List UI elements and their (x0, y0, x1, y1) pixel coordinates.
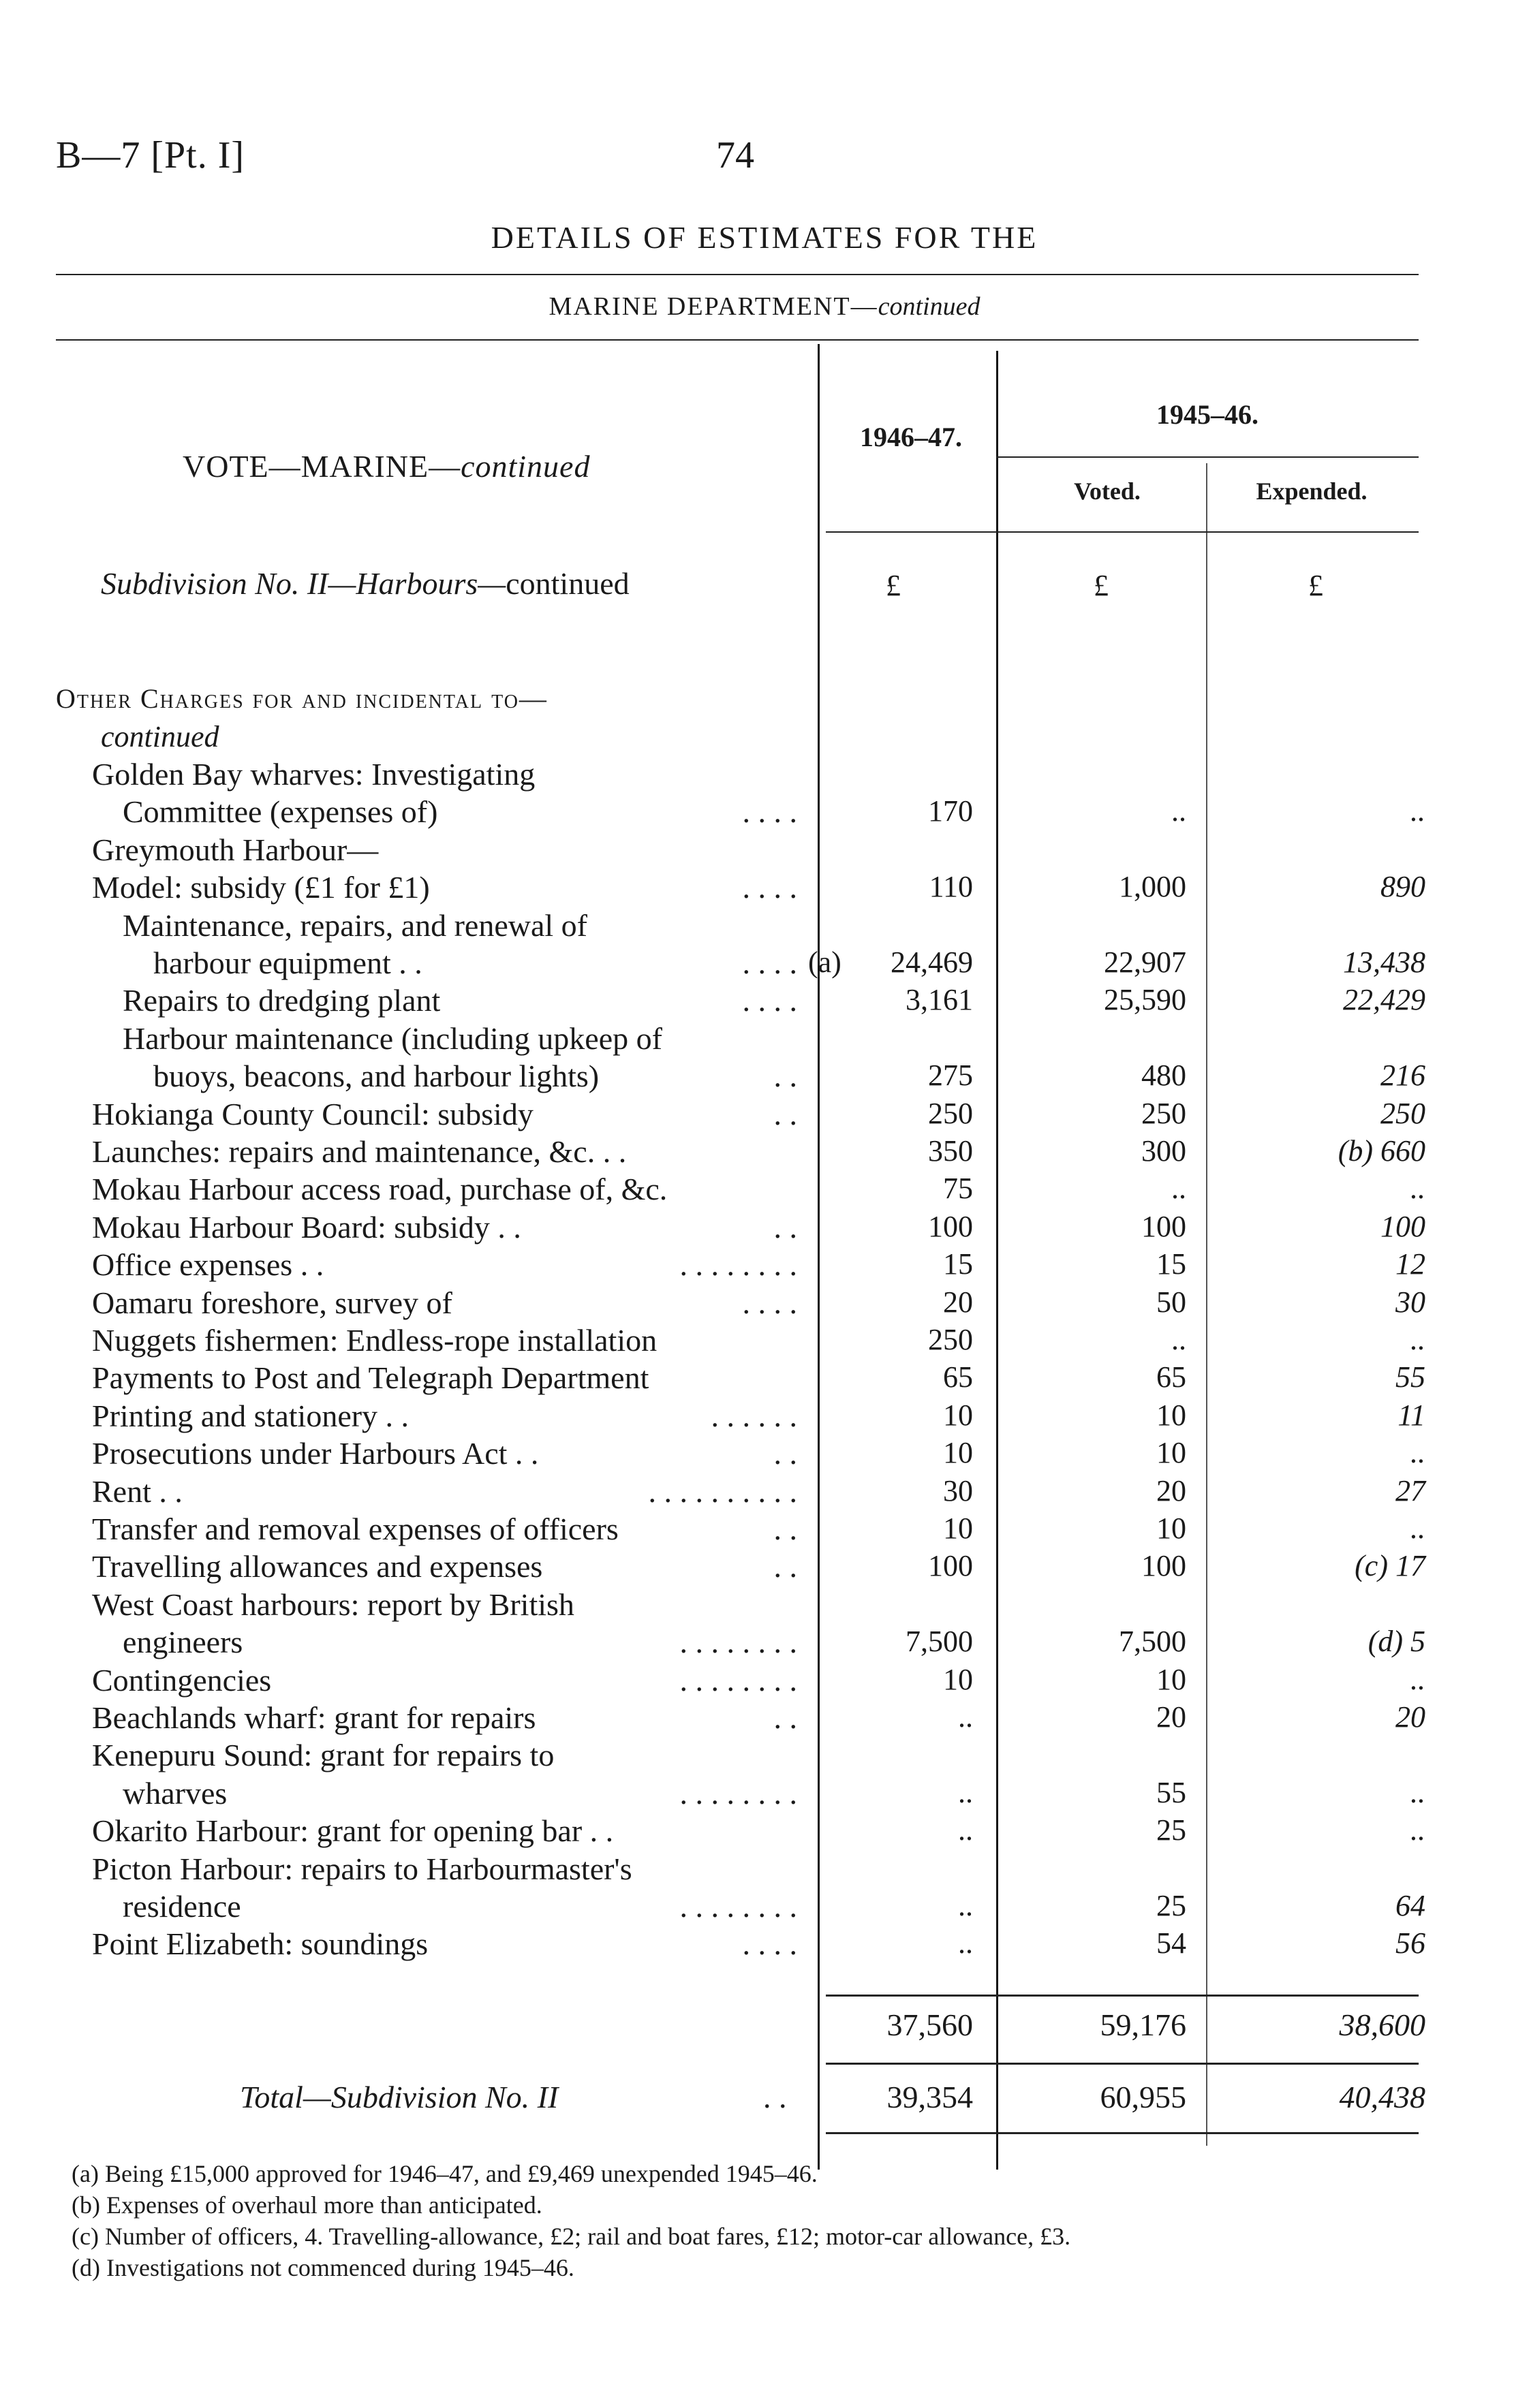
row-label: Contingencies (92, 1662, 272, 1698)
value-1946-47: 350 (928, 1134, 973, 1168)
total-1946-47: 39,354 (886, 2080, 973, 2114)
value-voted: .. (1171, 1172, 1186, 1206)
value-voted: 10 (1156, 1662, 1186, 1696)
value-1946-47: 75 (943, 1172, 973, 1206)
value-1946-47: .. (958, 1889, 973, 1922)
row-leader-dots: . . . . (742, 1285, 797, 1320)
value-expended: 56 (1395, 1926, 1425, 1960)
row-leader-dots: . . (773, 1436, 797, 1471)
section-continued: continued (101, 720, 219, 753)
value-expended: 22,429 (1343, 983, 1425, 1017)
value-1946-47: 250 (928, 1096, 973, 1130)
value-expended: .. (1410, 1436, 1425, 1470)
row-label: Oamaru foreshore, survey of (92, 1285, 452, 1320)
total-bottom-rule (826, 2132, 1419, 2134)
value-expended: .. (1410, 1662, 1425, 1696)
row-label: Point Elizabeth: soundings (92, 1926, 429, 1962)
value-1946-47: .. (958, 1813, 973, 1847)
column-header-1946-47: 1946–47. (860, 422, 962, 452)
total-leaders: . . (763, 2080, 787, 2114)
value-voted: 10 (1156, 1512, 1186, 1545)
currency-symbol-2: £ (1094, 569, 1109, 602)
value-voted: 25 (1156, 1813, 1186, 1847)
row-label: Hokianga County Council: subsidy (92, 1096, 534, 1131)
row-label: Harbour maintenance (including upkeep of (123, 1020, 662, 1056)
value-expended: .. (1410, 1323, 1425, 1356)
row-label: Repairs to dredging plant (123, 983, 441, 1018)
vote-heading: VOTE—MARINE—continued (183, 449, 591, 484)
value-voted: 20 (1156, 1473, 1186, 1507)
total-expended: 40,438 (1339, 2080, 1425, 2114)
row-leader-dots: . . . . (742, 1926, 797, 1962)
currency-symbol-3: £ (1308, 569, 1323, 602)
page-number: 74 (716, 134, 754, 176)
value-voted: 10 (1156, 1436, 1186, 1470)
value-1946-47: .. (958, 1775, 973, 1809)
value-1946-47: 3,161 (906, 983, 973, 1017)
value-expended: .. (1410, 1512, 1425, 1545)
subtotal-rule (826, 1995, 1419, 1997)
row-label: Launches: repairs and maintenance, &c. . . (92, 1134, 627, 1169)
subtitle-rule (56, 339, 1419, 341)
value-voted: 250 (1141, 1096, 1186, 1130)
value-voted: 20 (1156, 1700, 1186, 1734)
value-expended: .. (1410, 1172, 1425, 1206)
value-1946-47: .. (958, 1926, 973, 1960)
value-1946-47: 7,500 (906, 1625, 973, 1659)
value-expended: 11 (1397, 1398, 1425, 1432)
prev-year-rule (996, 456, 1419, 458)
row-leader-dots: . . . . (742, 983, 797, 1018)
value-1946-47: .. (958, 1700, 973, 1734)
value-voted: 100 (1141, 1209, 1186, 1243)
row-label: Mokau Harbour Board: subsidy . . (92, 1209, 521, 1245)
column-divider-1 (818, 344, 820, 2170)
value-1946-47: 10 (943, 1398, 973, 1432)
column-header-expended: Expended. (1256, 478, 1368, 505)
value-voted: .. (1171, 794, 1186, 828)
footnote-c: (c) Number of officers, 4. Travelling-allowance, £2; rail and boat fares, £12; motor-car allowance, £3. (72, 2223, 1071, 2250)
row-leader-dots: . . . . . . . . . . (648, 1473, 797, 1509)
value-expended: 55 (1395, 1360, 1425, 1394)
column-divider-2 (996, 351, 998, 2170)
row-label-continuation: wharves (123, 1775, 228, 1811)
value-expended: 890 (1380, 870, 1425, 904)
value-1946-47: 10 (943, 1512, 973, 1545)
value-expended: (c) 17 (1355, 1549, 1425, 1583)
value-voted: 480 (1141, 1059, 1186, 1093)
row-label: Printing and stationery . . (92, 1398, 410, 1433)
row-label: Office expenses . . (92, 1247, 324, 1283)
row-leader-dots: . . . . . . . . (679, 1247, 797, 1283)
value-1946-47: 10 (943, 1436, 973, 1470)
value-expended: 250 (1380, 1096, 1425, 1130)
row-label: Nuggets fishermen: Endless-rope installation (92, 1323, 658, 1358)
value-voted: 7,500 (1119, 1625, 1186, 1659)
column-header-1945-46: 1945–46. (1156, 399, 1258, 430)
subtotal-voted: 59,176 (1100, 2007, 1186, 2042)
row-leader-dots: . . (773, 1549, 797, 1584)
value-voted: 22,907 (1104, 945, 1186, 979)
row-label: Picton Harbour: repairs to Harbourmaster's (92, 1851, 632, 1886)
value-expended: 13,438 (1343, 945, 1425, 979)
value-1946-47: 275 (928, 1059, 973, 1093)
value-expended: .. (1410, 1775, 1425, 1809)
row-label-continuation: Committee (expenses of) (123, 794, 438, 830)
row-footnote-marker: (a) (808, 945, 841, 979)
row-leader-dots: . . . . . . . . (679, 1775, 797, 1811)
value-1946-47: 110 (929, 870, 973, 904)
total-rule (826, 2063, 1419, 2065)
value-1946-47: 170 (928, 794, 973, 828)
subtotal-expended: 38,600 (1339, 2007, 1425, 2042)
value-expended: 20 (1395, 1700, 1425, 1734)
row-label: Rent . . (92, 1473, 183, 1509)
value-1946-47: 250 (928, 1323, 973, 1356)
value-voted: 55 (1156, 1775, 1186, 1809)
value-expended: 100 (1380, 1209, 1425, 1243)
row-label-continuation: engineers (123, 1625, 243, 1660)
row-label: Prosecutions under Harbours Act . . (92, 1436, 539, 1471)
row-label: Golden Bay wharves: Investigating (92, 757, 536, 792)
value-expended: 12 (1395, 1247, 1425, 1281)
total-label: Total—Subdivision No. II (240, 2080, 559, 2114)
section-heading: Other Charges for and incidental to— (56, 683, 548, 714)
column-header-voted: Voted. (1074, 478, 1141, 505)
row-label: Model: subsidy (£1 for £1) (92, 870, 430, 905)
value-voted: 1,000 (1119, 870, 1186, 904)
value-1946-47: 10 (943, 1662, 973, 1696)
title-rule (56, 274, 1419, 275)
value-expended: 30 (1395, 1285, 1425, 1319)
column-divider-3 (1206, 463, 1207, 2146)
row-label: Maintenance, repairs, and renewal of (123, 907, 588, 943)
row-leader-dots: . . (773, 1059, 797, 1094)
department-subtitle: MARINE DEPARTMENT—continued (549, 292, 980, 321)
value-1946-47: 15 (943, 1247, 973, 1281)
row-label: Travelling allowances and expenses (92, 1549, 543, 1584)
value-voted: .. (1171, 1323, 1186, 1356)
value-expended: 216 (1380, 1059, 1425, 1093)
row-label-continuation: residence (123, 1889, 241, 1924)
row-label: West Coast harbours: report by British (92, 1586, 574, 1622)
value-voted: 300 (1141, 1134, 1186, 1168)
subtotal-1946-47: 37,560 (886, 2007, 973, 2042)
row-label: Mokau Harbour access road, purchase of, &c. (92, 1172, 668, 1207)
value-expended: .. (1410, 1813, 1425, 1847)
row-leader-dots: . . . . . . . . (679, 1625, 797, 1660)
value-expended: (d) 5 (1368, 1625, 1425, 1659)
value-voted: 65 (1156, 1360, 1186, 1394)
row-label-continuation: buoys, beacons, and harbour lights) (153, 1059, 600, 1094)
row-leader-dots: . . (773, 1096, 797, 1131)
document-code: B—7 [Pt. I] (56, 134, 245, 176)
currency-symbol-1: £ (886, 569, 901, 602)
value-voted: 100 (1141, 1549, 1186, 1583)
row-label: Greymouth Harbour— (92, 832, 379, 867)
page-title: DETAILS OF ESTIMATES FOR THE (491, 220, 1038, 255)
value-1946-47: 100 (928, 1549, 973, 1583)
total-voted: 60,955 (1100, 2080, 1186, 2114)
row-label: Beachlands wharf: grant for repairs (92, 1700, 536, 1735)
row-leader-dots: . . . . (742, 794, 797, 830)
row-label: Kenepuru Sound: grant for repairs to (92, 1738, 555, 1773)
value-voted: 15 (1156, 1247, 1186, 1281)
row-label-continuation: harbour equipment . . (153, 945, 422, 980)
value-voted: 25 (1156, 1889, 1186, 1922)
row-leader-dots: . . . . (742, 870, 797, 905)
footnote-d: (d) Investigations not commenced during 1945–46. (72, 2254, 574, 2281)
subdivision-heading: Subdivision No. II—Harbours—continued (101, 566, 630, 601)
row-leader-dots: . . . . . . . . (679, 1889, 797, 1924)
row-label: Transfer and removal expenses of officers (92, 1512, 619, 1546)
value-1946-47: 100 (928, 1209, 973, 1243)
value-1946-47: 30 (943, 1473, 973, 1507)
value-expended: .. (1410, 794, 1425, 828)
footnote-a: (a) Being £15,000 approved for 1946–47, and £9,469 unexpended 1945–46. (72, 2160, 818, 2187)
value-1946-47: 65 (943, 1360, 973, 1394)
row-label: Payments to Post and Telegraph Department (92, 1360, 649, 1396)
value-voted: 25,590 (1104, 983, 1186, 1017)
value-expended: (b) 660 (1338, 1134, 1425, 1168)
value-voted: 50 (1156, 1285, 1186, 1319)
row-leader-dots: . . . . (742, 945, 797, 980)
footnote-b: (b) Expenses of overhaul more than anticipated. (72, 2191, 542, 2219)
value-voted: 10 (1156, 1398, 1186, 1432)
value-1946-47: 24,469 (891, 945, 973, 979)
value-1946-47: 20 (943, 1285, 973, 1319)
value-expended: 64 (1395, 1889, 1425, 1922)
value-voted: 54 (1156, 1926, 1186, 1960)
row-leader-dots: . . (773, 1700, 797, 1735)
row-label: Okarito Harbour: grant for opening bar . . (92, 1813, 614, 1849)
value-expended: 27 (1395, 1473, 1425, 1507)
row-leader-dots: . . . . . . . . (679, 1662, 797, 1698)
row-leader-dots: . . (773, 1512, 797, 1546)
column-head-rule (826, 531, 1419, 533)
row-leader-dots: . . . . . . (711, 1398, 797, 1433)
row-leader-dots: . . (773, 1209, 797, 1245)
